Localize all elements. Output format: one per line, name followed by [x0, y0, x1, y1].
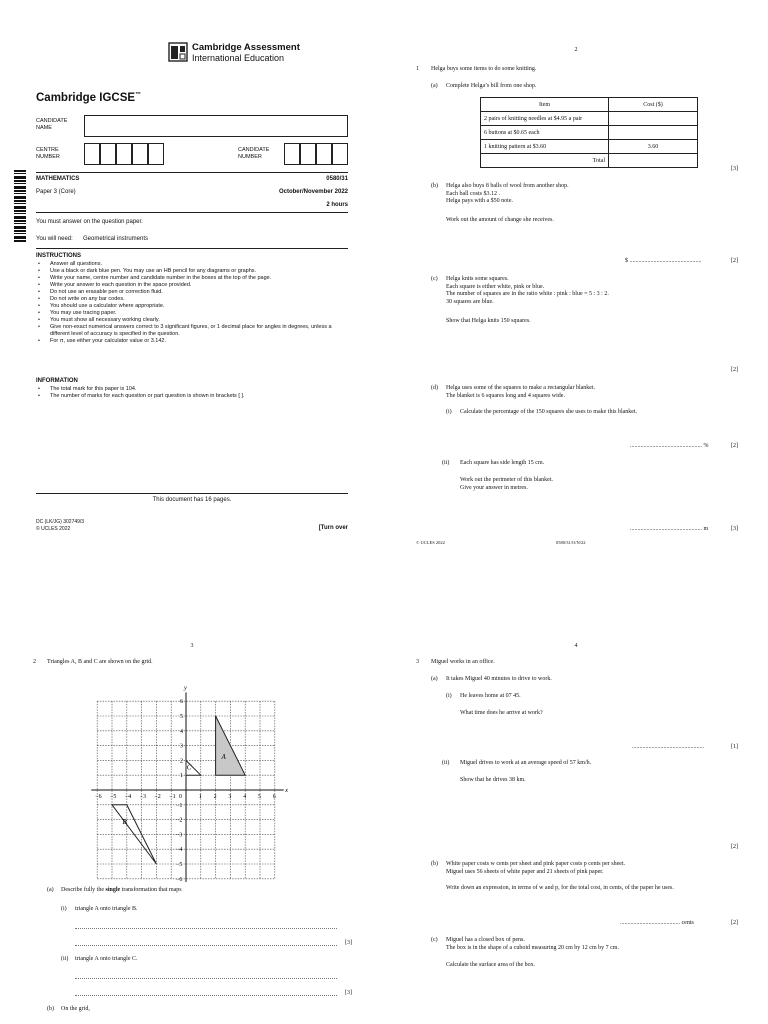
mark: [2] [731, 920, 738, 926]
table-header: Item [481, 98, 609, 112]
instruction-item: • You should use a calculator where appropriate. [36, 303, 336, 310]
question-number: 1 [416, 66, 419, 72]
question-number: 3 [416, 659, 419, 665]
subpart-text: triangle A onto triangle C. [75, 956, 138, 962]
triangle-a-label: A [221, 752, 226, 761]
answer-line[interactable]: ................................................ % [630, 443, 709, 449]
x-tick-label: 1 [198, 794, 202, 800]
crest-icon [168, 42, 188, 62]
part-label: (b) [431, 861, 438, 867]
question-intro: Triangles A, B and C are shown on the grid. [47, 659, 153, 665]
page-number: 3 [190, 643, 194, 649]
candidate-name-label: CANDIDATE NAME [36, 118, 68, 131]
part-label: (d) [431, 385, 438, 391]
y-tick-label: −4 [176, 847, 183, 854]
axes [91, 692, 283, 882]
answer-cell[interactable] [609, 126, 698, 140]
subpart-text: Miguel drives to work at an average speed of 57 km/h. [460, 760, 592, 766]
answer-line[interactable]: ................................................ [632, 744, 704, 750]
part-text: On the grid, [61, 1006, 90, 1012]
mark: [3] [345, 940, 352, 946]
part-text: Helga also buys 8 balls of wool from another shop. Each ball costs $3.12 . Helga pays with a $50 note. [446, 183, 569, 204]
table-header-row [481, 98, 698, 112]
instructions-list [36, 261, 336, 345]
part-text: It takes Miguel 40 minutes to drive to work. [446, 676, 552, 682]
subpart-task: Show that he drives 38 km. [460, 777, 526, 783]
triangle-c-label: C [186, 763, 192, 772]
subpart-task: What time does he arrive at work? [460, 710, 543, 716]
y-tick-label: −1 [176, 802, 183, 809]
subpart-task: Work out the perimeter of this blanket. Give your answer in metres. [460, 477, 553, 491]
part-label: (a) [47, 887, 54, 893]
doc-code: DC (LK/JG) 302749/3 [36, 519, 85, 525]
x-tick-label: 5 [258, 794, 261, 800]
subpart-text: Each square has side length 15 cm. [460, 460, 545, 466]
subpart-label: (i) [446, 409, 452, 415]
part-label: (a) [431, 83, 438, 89]
part-text: Miguel has a closed box of pens. The box is in the shape of a cuboid measuring 20 cm by 12 cm by 7 cm. [446, 937, 619, 951]
y-tick-label: 1 [180, 773, 183, 780]
y-tick-label: 6 [180, 699, 183, 706]
table-row [481, 112, 698, 126]
part-label: (c) [431, 937, 438, 943]
instruction-item: • For π, use either your calculator value or 3.142. [36, 338, 336, 345]
question-number: 2 [33, 659, 36, 665]
pages-note: This document has 16 pages. [152, 497, 232, 503]
x-tick-label: 0 [179, 794, 182, 800]
paper-code: 0580/31 [326, 176, 348, 182]
instruction-item: • Do not use an erasable pen or correction fluid. [36, 289, 336, 296]
instruction-item: • Write your answer to each question in the space provided. [36, 282, 336, 289]
answer-line[interactable]: ................................................ m [630, 526, 709, 532]
x-tick-label: −2 [154, 794, 161, 800]
answer-line[interactable] [75, 945, 337, 946]
mark: [3] [345, 990, 352, 996]
part-label: (a) [431, 676, 438, 682]
subpart-label: (i) [61, 906, 67, 912]
mark: [2] [731, 258, 738, 264]
instruction-item: • Answer all questions. [36, 261, 336, 268]
information-heading: INFORMATION [36, 378, 78, 384]
x-tick-label: −6 [95, 794, 102, 800]
y-tick-label: −2 [176, 817, 183, 824]
y-tick-label: 2 [180, 758, 183, 765]
information-item: • The number of marks for each question or part question is shown in brackets [ ]. [36, 393, 336, 400]
answer-line[interactable]: ........................................ cents [620, 920, 694, 926]
exam-session: October/November 2022 [278, 189, 348, 195]
y-tick-label: 3 [180, 743, 183, 750]
subpart-label: (ii) [442, 460, 450, 466]
mark: [1] [731, 744, 738, 750]
x-tick-label: 6 [272, 794, 276, 800]
information-list [36, 386, 336, 400]
x-tick-label: −3 [139, 794, 146, 800]
duration: 2 hours [326, 202, 348, 208]
instruction-item: • Give non-exact numerical answers correct to 3 significant figures, or 1 decimal place for angles in degrees, unless a different level of accuracy is specified in the question. [36, 324, 336, 338]
mark: [3] [731, 526, 738, 532]
mark: [2] [731, 443, 738, 449]
footer-copyright: © UCLES 2022 [416, 540, 445, 545]
paper-title: Paper 3 (Core) [36, 189, 76, 195]
instructions-heading: INSTRUCTIONS [36, 253, 81, 259]
part-text: Complete Helga’s bill from one shop. [446, 83, 537, 89]
subpart-label: (ii) [442, 760, 450, 766]
page-number: 4 [574, 643, 578, 649]
y-tick-label: −3 [176, 832, 183, 839]
coordinate-grid [82, 672, 292, 882]
table-row [481, 126, 698, 140]
x-tick-label: 4 [243, 794, 247, 800]
x-tick-label: −5 [110, 794, 117, 800]
subpart-text: Calculate the percentage of the 150 squares she uses to make this blanket. [460, 409, 638, 415]
y-axis-label: y [184, 684, 187, 692]
org-name-line2: International Education [192, 53, 285, 63]
answer-line[interactable] [75, 978, 337, 979]
y-tick-label: 5 [180, 714, 183, 720]
page-number: 2 [574, 47, 578, 53]
bill-table [480, 97, 698, 168]
x-tick-label: 2 [213, 794, 217, 800]
part-task: Write down an expression, in terms of w and p, for the total cost, in cents, of the paper he uses. [446, 885, 674, 891]
table-cell: 3.60 [609, 140, 698, 154]
answer-cell[interactable] [609, 154, 698, 168]
need-value: Geometrical instruments [83, 236, 149, 242]
instruction-item: • Use a black or dark blue pen. You may use an HB pencil for any diagrams or graphs. [36, 268, 336, 275]
triangle-b-label: B [122, 818, 127, 827]
table-cell: 1 knitting pattern at $3.60 [481, 140, 609, 154]
instruction-item: • You must show all necessary working clearly. [36, 317, 336, 324]
answer-line[interactable] [75, 995, 337, 996]
subpart-text: He leaves home at 07 45. [460, 693, 521, 699]
mark: [2] [731, 367, 738, 373]
part-text: Helga knits some squares. Each square is either white, pink or blue. The number of squares are in the ratio white : pink : blue = 5 : 3 : 2. 30 squares are blue. [446, 276, 609, 305]
answer-note: You must answer on the question paper. [36, 219, 143, 225]
y-tick-label: −6 [176, 876, 183, 882]
answer-line[interactable]: $ ................................................ [625, 258, 702, 264]
y-tick-label: 4 [180, 728, 183, 735]
candidate-number-label: CANDIDATE NUMBER [238, 147, 270, 160]
need-label: You will need: [36, 236, 73, 242]
x-tick-label: −4 [124, 794, 132, 800]
footer-code: 0580/31/O/N/22 [556, 540, 586, 545]
part-task: Work out the amount of change she receives. [446, 217, 554, 223]
candidate-name-box[interactable] [84, 115, 348, 137]
part-text: White paper costs w cents per sheet and pink paper costs p cents per sheet. Miguel uses 56 sheets of white paper and 21 sheets of pink paper. [446, 861, 626, 875]
part-text: Describe fully the single transformation that maps [61, 887, 182, 893]
instruction-item: • You may use tracing paper. [36, 310, 336, 317]
table-row [481, 140, 698, 154]
x-tick-label: −1 [169, 794, 176, 800]
information-item: • The total mark for this paper is 104. [36, 386, 336, 393]
x-axis-label: x [285, 787, 289, 794]
barcode [14, 170, 26, 242]
answer-cell[interactable] [609, 112, 698, 126]
part-task: Show that Helga knits 150 squares. [446, 318, 531, 324]
part-task: Calculate the surface area of the box. [446, 962, 536, 968]
qualification-title: Cambridge IGCSE™ [36, 92, 142, 104]
part-label: (b) [431, 183, 438, 189]
mark: [3] [731, 166, 738, 172]
table-cell: 2 pairs of knitting needles at $4.95 a pair [481, 112, 609, 126]
centre-number-label: CENTRE NUMBER [36, 147, 60, 160]
mark: [2] [731, 844, 738, 850]
cover-copyright: © UCLES 2022 [36, 526, 71, 532]
part-label: (b) [47, 1006, 54, 1012]
table-cell: Total [481, 154, 609, 168]
table-row [481, 154, 698, 168]
question-intro: Miguel works in an office. [431, 659, 495, 665]
part-text: Helga uses some of the squares to make a rectangular blanket. The blanket is 6 squares long and 4 squares wide. [446, 385, 596, 399]
question-intro: Helga buys some items to do some knitting. [431, 66, 537, 72]
y-tick-label: −5 [176, 862, 183, 868]
subpart-label: (ii) [61, 956, 69, 962]
subpart-text: triangle A onto triangle B. [75, 906, 138, 912]
x-tick-label: 3 [228, 794, 232, 800]
table-header: Cost ($) [609, 98, 698, 112]
instruction-item: • Write your name, centre number and candidate number in the boxes at the top of the page. [36, 275, 336, 282]
table-cell: 6 buttons at $0.65 each [481, 126, 609, 140]
org-name-line1: Cambridge Assessment [192, 42, 300, 53]
part-label: (c) [431, 276, 438, 282]
turn-over: [Turn over [318, 525, 348, 531]
subpart-label: (i) [446, 693, 452, 699]
subject: MATHEMATICS [36, 176, 80, 182]
instruction-item: • Do not write on any bar codes. [36, 296, 336, 303]
answer-line[interactable] [75, 928, 337, 929]
